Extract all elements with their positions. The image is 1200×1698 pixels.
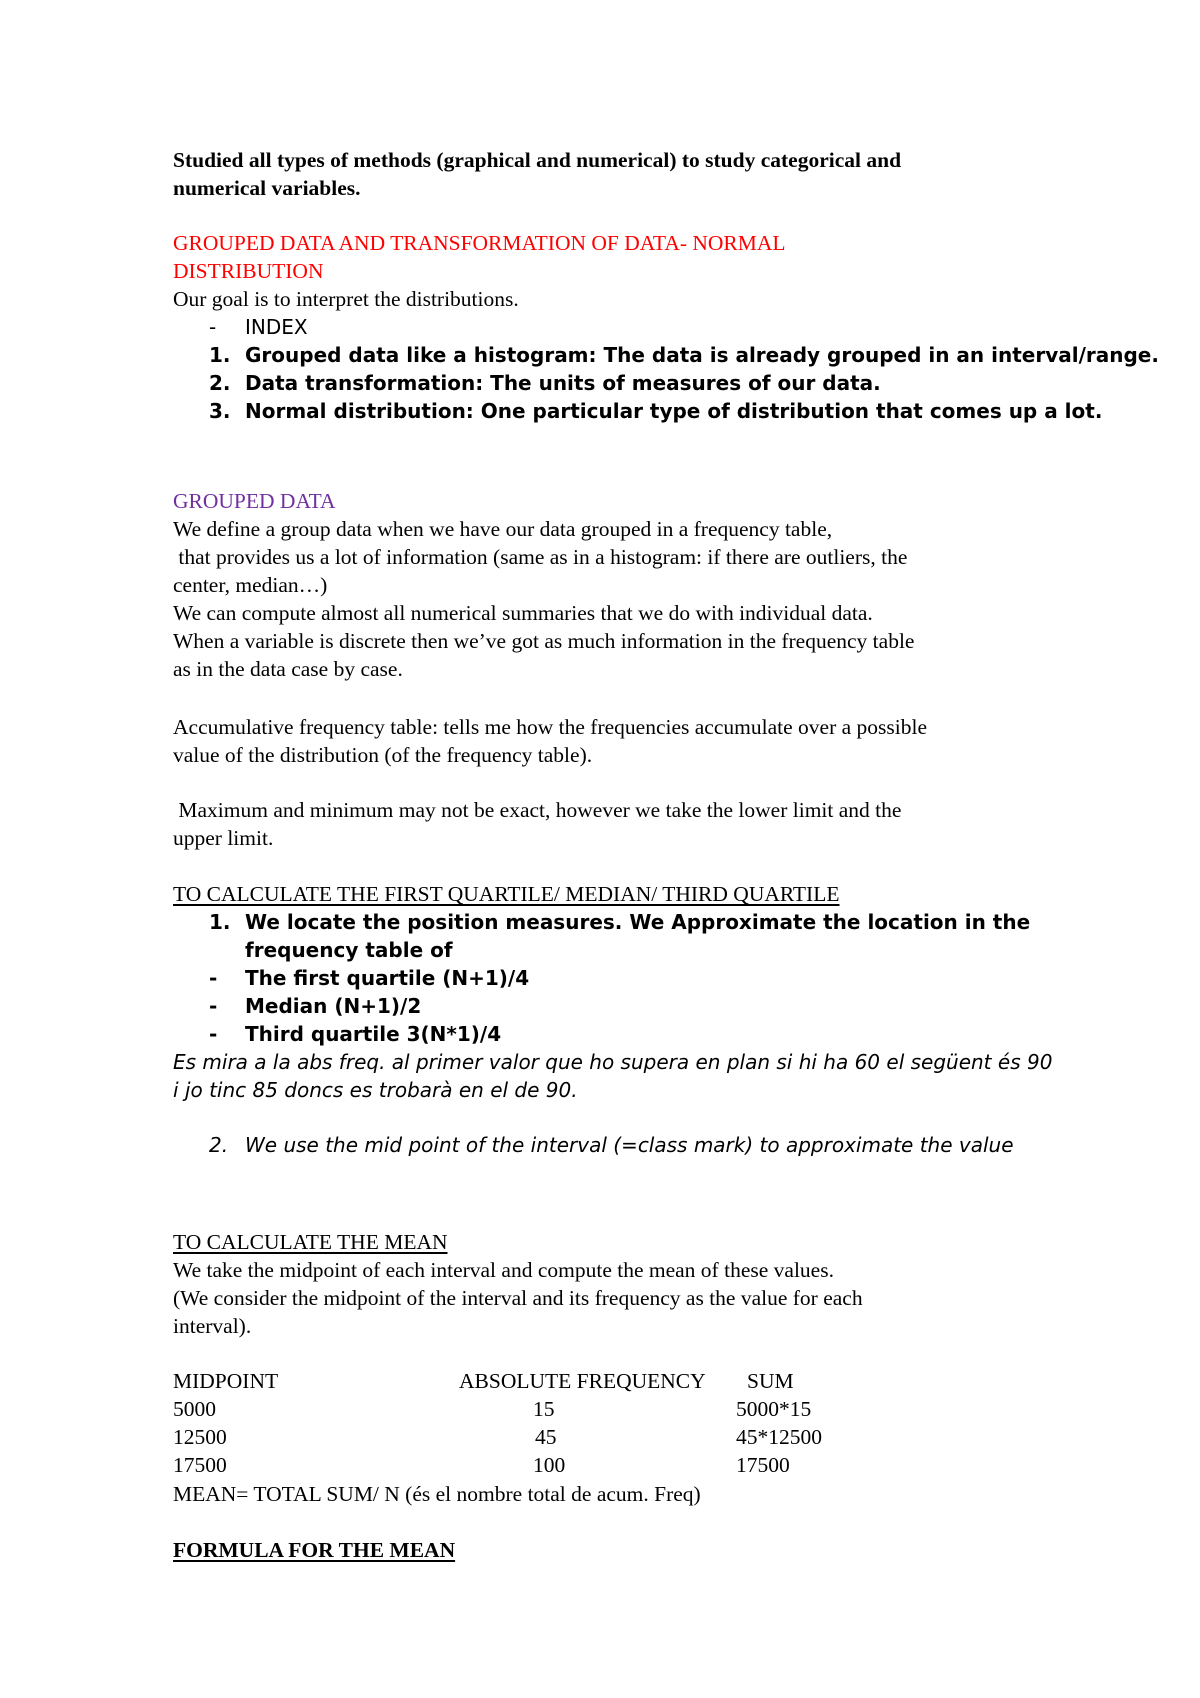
index-item — [173, 313, 1159, 341]
formula-title: FORMULA FOR THE MEAN — [173, 1538, 456, 1562]
list-item — [173, 369, 1159, 397]
list-item-text: frequency table of — [245, 938, 453, 962]
paragraph-line: interval). — [173, 1314, 252, 1338]
list-marker: 2. — [209, 371, 231, 395]
paragraph-line: upper limit. — [173, 826, 274, 850]
list-marker: - — [209, 966, 218, 990]
list-item — [173, 397, 1159, 425]
table-row — [173, 1395, 1073, 1423]
table-cell: 17500 — [173, 1453, 227, 1477]
table-row — [173, 1451, 1073, 1479]
index-label: INDEX — [245, 315, 308, 339]
list-item-text: Median (N+1)/2 — [245, 994, 422, 1018]
accumulative-paragraph — [173, 713, 1073, 769]
list-marker: 1. — [209, 343, 231, 367]
grouped-data-title: GROUPED DATA — [173, 489, 336, 513]
main-section-title — [173, 229, 1073, 285]
intro-paragraph — [173, 146, 1073, 202]
catalan-note — [173, 1048, 1073, 1104]
list-item-text: We locate the position measures. We Approximate the location in the — [245, 910, 1031, 934]
list-marker: 3. — [209, 399, 231, 423]
table-header: ABSOLUTE FREQUENCY — [459, 1369, 706, 1393]
table-cell: 45*12500 — [736, 1425, 822, 1449]
list-item — [173, 341, 1159, 369]
paragraph-line: center, median…) — [173, 573, 328, 597]
list-marker: 1. — [209, 910, 231, 934]
table-row — [173, 1423, 1073, 1451]
intro-line: numerical variables. — [173, 176, 361, 200]
table-cell: 100 — [533, 1453, 566, 1477]
paragraph-line: We define a group data when we have our data grouped in a frequency table, — [173, 517, 833, 541]
paragraph-line: (We consider the midpoint of the interval and its frequency as the value for each — [173, 1286, 863, 1310]
mean-paragraph — [173, 1256, 1073, 1340]
table-cell: 15 — [533, 1397, 555, 1421]
table-header: SUM — [747, 1369, 794, 1393]
list-item-text: Grouped data like a histogram: The data is already grouped in an interval/range. — [245, 343, 1159, 367]
list-item-text: Normal distribution: One particular type of distribution that comes up a lot. — [245, 399, 1103, 423]
list-item — [173, 992, 1030, 1020]
paragraph-line: When a variable is discrete then we’ve got as much information in the frequency table — [173, 629, 915, 653]
list-item — [173, 964, 1030, 992]
index-list — [173, 313, 1159, 425]
main-title-line: DISTRIBUTION — [173, 259, 324, 283]
paragraph-line: We take the midpoint of each interval and compute the mean of these values. — [173, 1258, 834, 1282]
list-marker: - — [209, 315, 217, 339]
list-marker: - — [209, 994, 218, 1018]
mean-title: TO CALCULATE THE MEAN — [173, 1230, 448, 1254]
paragraph-line: Maximum and minimum may not be exact, however we take the lower limit and the — [173, 798, 902, 822]
grouped-data-paragraph — [173, 515, 1073, 683]
paragraph-line: We can compute almost all numerical summaries that we do with individual data. — [173, 601, 873, 625]
mean-formula-text: MEAN= TOTAL SUM/ N (és el nombre total de acum. Freq) — [173, 1482, 701, 1506]
list-marker: 2. — [209, 1133, 229, 1157]
list-marker: - — [209, 1022, 218, 1046]
list-item — [173, 1131, 1014, 1159]
main-title-line: GROUPED DATA AND TRANSFORMATION OF DATA- NORMAL — [173, 231, 786, 255]
maxmin-paragraph — [173, 796, 1073, 852]
note-line: Es mira a la abs freq. al primer valor que ho supera en plan si hi ha 60 el següent és 90 — [173, 1050, 1053, 1074]
table-cell: 5000 — [173, 1397, 216, 1421]
quartile-steps — [173, 908, 1030, 1048]
table-cell: 17500 — [736, 1453, 790, 1477]
paragraph-line: Accumulative frequency table: tells me how the frequencies accumulate over a possible — [173, 715, 927, 739]
paragraph-line: as in the data case by case. — [173, 657, 403, 681]
table-cell: 5000*15 — [736, 1397, 812, 1421]
paragraph-line: value of the distribution (of the frequency table). — [173, 743, 593, 767]
quartile-step-2 — [173, 1131, 1014, 1159]
table-header: MIDPOINT — [173, 1369, 279, 1393]
list-item-continuation — [173, 936, 1030, 964]
list-item-text: We use the mid point of the interval (=class mark) to approximate the value — [245, 1133, 1014, 1157]
list-item — [173, 1020, 1030, 1048]
list-item — [173, 908, 1030, 936]
table-cell: 45 — [535, 1425, 557, 1449]
quartile-title: TO CALCULATE THE FIRST QUARTILE/ MEDIAN/ THIRD QUARTILE — [173, 882, 840, 906]
list-item-text: Data transformation: The units of measures of our data. — [245, 371, 881, 395]
midpoint-table — [173, 1367, 1073, 1479]
intro-line: Studied all types of methods (graphical and numerical) to study categorical and — [173, 148, 902, 172]
note-line: i jo tinc 85 doncs es trobarà en el de 90. — [173, 1078, 578, 1102]
goal-text: Our goal is to interpret the distributions. — [173, 287, 519, 311]
paragraph-line: that provides us a lot of information (same as in a histogram: if there are outliers, the — [173, 545, 908, 569]
list-item-text: Third quartile 3(N*1)/4 — [245, 1022, 502, 1046]
table-header-row — [173, 1367, 1073, 1395]
table-cell: 12500 — [173, 1425, 227, 1449]
list-item-text: The first quartile (N+1)/4 — [245, 966, 530, 990]
